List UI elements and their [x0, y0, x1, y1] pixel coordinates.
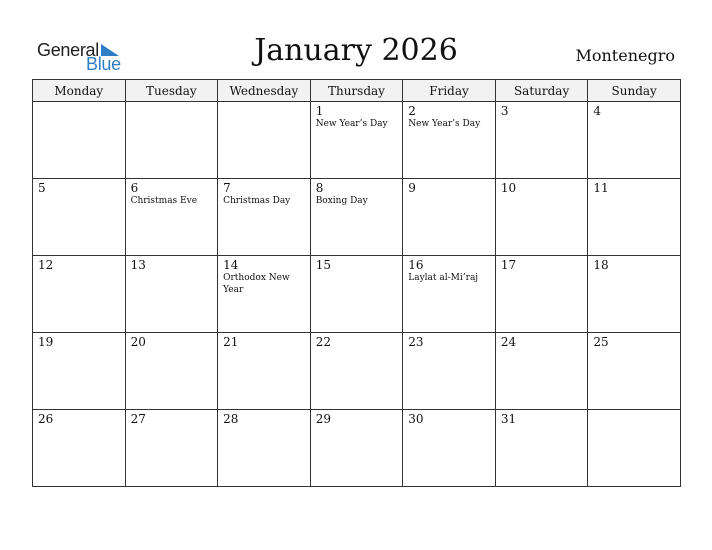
- day-number: 14: [223, 258, 239, 272]
- day-cell: [125, 410, 218, 487]
- calendar-grid: [32, 79, 681, 487]
- weekday-header: Sunday: [588, 80, 681, 102]
- day-cell: [403, 102, 496, 179]
- day-cell: [310, 256, 403, 333]
- day-number: 9: [408, 181, 416, 195]
- weekday-header: Friday: [403, 80, 496, 102]
- day-cell: [310, 410, 403, 487]
- day-cell: [495, 333, 588, 410]
- holiday-label: Boxing Day: [315, 196, 368, 206]
- day-cell: [403, 333, 496, 410]
- day-cell: [33, 333, 126, 410]
- week-row: [33, 256, 681, 333]
- day-cell: [218, 333, 311, 410]
- day-number: 25: [593, 335, 609, 349]
- country-label: Montenegro: [575, 46, 675, 65]
- weekday-header: Tuesday: [125, 80, 218, 102]
- day-number: 21: [223, 335, 239, 349]
- day-number: 24: [500, 335, 517, 349]
- week-row: [33, 179, 681, 256]
- day-number: 28: [223, 412, 239, 426]
- day-number: 15: [315, 258, 331, 272]
- week-row: [33, 410, 681, 487]
- day-cell: [310, 179, 403, 256]
- logo-text-general: General: [37, 40, 99, 60]
- day-number: 3: [500, 104, 509, 118]
- day-number: 7: [223, 181, 231, 195]
- holiday-label: Christmas Day: [223, 196, 291, 206]
- weekday-header: Monday: [33, 80, 126, 102]
- day-number: 20: [130, 335, 146, 349]
- weekday-header: Wednesday: [218, 80, 311, 102]
- day-cell: [588, 333, 681, 410]
- day-number: 16: [408, 258, 424, 272]
- day-number: 10: [500, 181, 517, 195]
- logo-text-blue: Blue: [86, 54, 121, 74]
- day-number: 31: [500, 412, 517, 426]
- holiday-label: Orthodox New Year: [223, 273, 290, 295]
- day-cell: [33, 179, 126, 256]
- day-cell: [125, 256, 218, 333]
- day-number: 12: [38, 258, 54, 272]
- day-cell: [588, 102, 681, 179]
- holiday-label: Laylat al-Mi’raj: [408, 273, 479, 283]
- week-row: [33, 102, 681, 179]
- day-cell: [218, 256, 311, 333]
- week-row: [33, 333, 681, 410]
- day-cell: [495, 410, 588, 487]
- day-number: 11: [593, 181, 609, 195]
- day-cell: [218, 410, 311, 487]
- day-number: 4: [593, 104, 602, 118]
- day-cell: [588, 410, 681, 487]
- holiday-label: New Year’s Day: [315, 119, 388, 129]
- page-title: January 2026: [254, 33, 458, 68]
- day-cell: [403, 256, 496, 333]
- day-cell: [125, 179, 218, 256]
- day-cell: [588, 179, 681, 256]
- day-number: 19: [38, 335, 54, 349]
- day-cell: [33, 256, 126, 333]
- day-cell: [218, 179, 311, 256]
- day-cell: [403, 410, 496, 487]
- day-number: 2: [408, 104, 416, 118]
- day-cell: [588, 256, 681, 333]
- day-cell: [218, 102, 311, 179]
- day-cell: [310, 333, 403, 410]
- day-number: 8: [315, 181, 324, 195]
- day-cell: [495, 256, 588, 333]
- day-number: 5: [38, 181, 46, 195]
- holiday-label: New Year’s Day: [408, 119, 481, 129]
- weekday-header: Thursday: [310, 80, 403, 102]
- weekday-header: Saturday: [495, 80, 588, 102]
- day-number: 26: [38, 412, 54, 426]
- day-cell: [403, 179, 496, 256]
- day-cell: [310, 102, 403, 179]
- day-cell: [125, 333, 218, 410]
- weekday-header-row: [33, 80, 681, 102]
- day-number: 23: [408, 335, 424, 349]
- day-cell: [125, 102, 218, 179]
- day-number: 6: [130, 181, 139, 195]
- holiday-label: Christmas Eve: [130, 196, 198, 206]
- day-number: 27: [130, 412, 146, 426]
- day-cell: [495, 102, 588, 179]
- day-number: 29: [315, 412, 331, 426]
- day-cell: [33, 102, 126, 179]
- day-number: 17: [500, 258, 517, 272]
- day-number: 13: [130, 258, 146, 272]
- day-cell: [495, 179, 588, 256]
- day-number: 30: [408, 412, 424, 426]
- day-number: 18: [593, 258, 609, 272]
- day-number: 22: [315, 335, 331, 349]
- day-number: 1: [315, 104, 324, 118]
- day-cell: [33, 410, 126, 487]
